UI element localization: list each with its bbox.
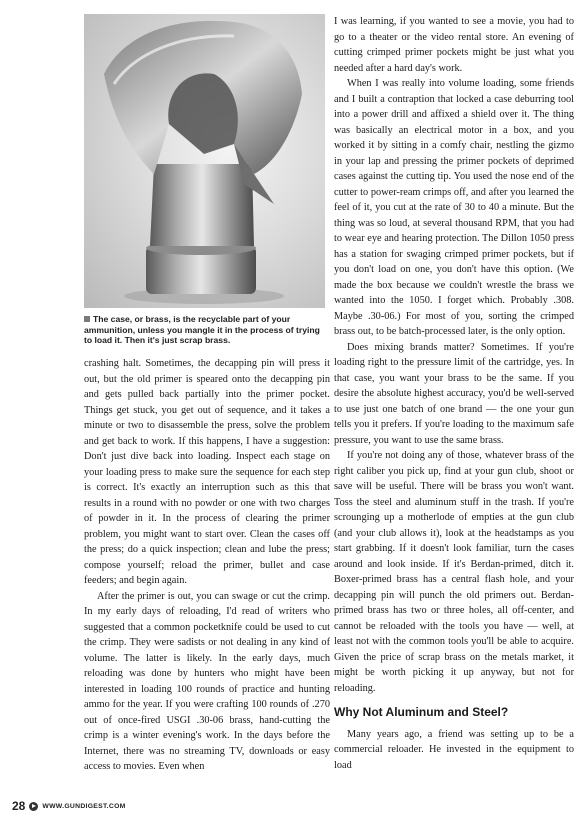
left-paragraph-1: crashing halt. Sometimes, the decapping pin will press it out, but the old primer is speared onto the decapping pin and gets pulled back partially into the primer pocket. Things get stuck, you get out of sequence, and it takes a minute or two to disassemble the press, solve the problem and get back to work. If this happens, I have a suggestion: Don't just dive back into loading. Inspect each stage on your loading press to make sure the sequence for each step is correct. It's exactly an interruption such as this that results in a round with no powder or one with two charges of powder in it. In the process of clearing the primer problem, you might want to start over. Clean the cases off the press; do a quick inspection; clean and lube the press; compose yourself; reload the primer, bullet and case feeders; and begin again. <box>84 358 330 586</box>
page-number: 28 <box>12 799 26 813</box>
left-paragraph-2: After the primer is out, you can swage or cut the crimp. In my early days of reloading, I'd read of writers who suggested that a common pocketknife could be used to cut the crimp. They were sadists or not dealing in any kind of volume. The latter is likely. In the early days, much reloading was done by hunters who might have been interested in loading 100 rounds of practice and hunting ammo for the year. If you were crafting 100 rounds of .270 out of once-fired USGI .30-06 brass, hand-cutting the crimp is a winter evening's work. In the days before the Internet, there was no streaming TV, downloads or easy access to movies. Even when <box>84 590 330 772</box>
right-paragraph-4: If you're not doing any of those, whatever brass of the right caliber you pick up, find at your gun club, shoot or save will be useful. There will be brass you won't want. Toss the steel and aluminum stuff in the trash. If you're scrounging up a motherlode of empties at the gun club (and your club allows it), look at the headstamps as you start grabbing. If it doesn't look familiar, turn the cases around and look inside. If it's Berdan-primed, ditch it. Boxer-primed brass has a central flash hole, and your decapping pin will punch the old primers out. Berdan-primed brass has two or three holes, all off-center, and cannot be reloaded with the tools you have — well, at least not with the common tools you'll be able to acquire. Given the price of scrap brass on the metals market, it might be worth picking it up anyway, but not for reloading. <box>334 450 574 694</box>
page-footer <box>12 799 126 813</box>
right-column <box>334 14 574 773</box>
cartridge-case-photo <box>84 14 325 308</box>
section-subhead: Why Not Aluminum and Steel? <box>334 705 509 719</box>
caption-text: The case, or brass, is the recyclable part of your ammunition, unless you mangle it in the process of trying to load it. Then it's just scrap brass. <box>84 314 320 346</box>
left-column <box>84 356 330 775</box>
photo-caption <box>84 314 330 346</box>
mangled-brass-case-image <box>84 14 325 308</box>
play-arrow-icon <box>29 802 38 811</box>
right-paragraph-5: Many years ago, a friend was setting up to be a commercial reloader. He invested in the equipment to load <box>334 728 574 771</box>
caption-bullet-icon <box>84 316 90 322</box>
right-paragraph-3: Does mixing brands matter? Sometimes. If you're loading right to the pressure limit of the cartridge, yes. In that case, you want your brass to be the same. If you desire the absolute highest accuracy, you'd be well-served to use just one batch of one brand — the one your gun tells you it prefers. If you're loading to the maximum safe pressure, you want to use the same brass. <box>334 341 574 446</box>
website-link[interactable]: WWW.GUNDIGEST.COM <box>42 802 126 810</box>
right-paragraph-1: I was learning, if you wanted to see a movie, you had to go to a theater or the video rental store. An evening of cutting crimped primer pockets might be just what you needed after a hard day's work. <box>334 16 574 74</box>
right-paragraph-2: When I was really into volume loading, some friends and I built a contraption that locked a case deburring tool into a power drill and affixed a shield over it. The thing was basically an electrical motor in a box, and you worked it by sitting in a comfy chair, nestling the gizmo in your lap and pressing the primer pockets of deprimed cases against the cutting tip. You used the nose end of the cutter to power-ream crimps off, and after you learned the feel of it, you cut at the rate of 30 to 40 a minute. But the thing was so loud, at several thousand RPM, that you had to wear eye and hearing protection. The Dillon 1050 press has a station for swaging crimped primer pockets, but if you don't load on one, you don't have this option. (We made the box because we couldn't wrestle the brass we wanted into the 1050. I forget which. Probably .308. Maybe .30-06.) For most of you, sorting the crimped brass out, to be batch-processed later, is the only option. <box>334 78 574 337</box>
